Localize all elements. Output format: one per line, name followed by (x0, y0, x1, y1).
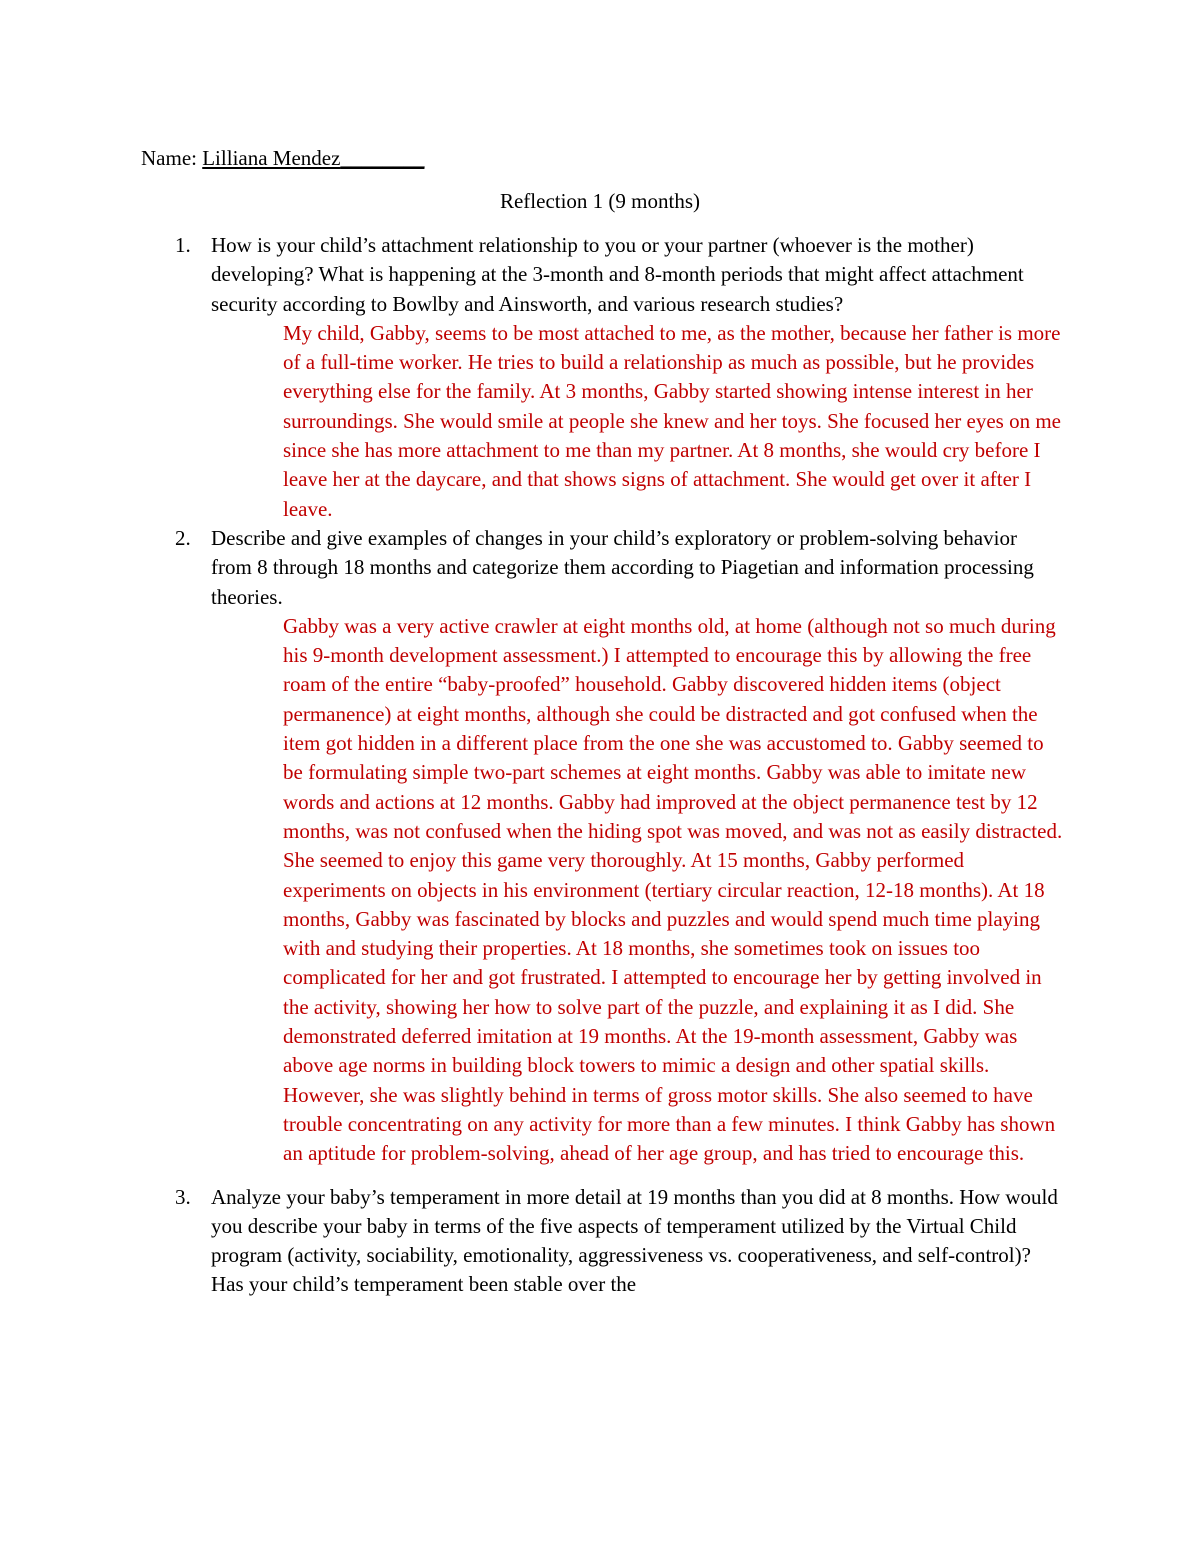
answer-2: Gabby was a very active crawler at eight months old, at home (although not so much during his 9-month development assessment.) I attempted to encourage this by allowing the free roam of the entire “baby-proofed” household. Gabby discovered hidden items (object permanence) at eight months, although she could be distracted and got confused when the item got hidden in a different place from the one she was accustomed to. Gabby seemed to be formulating simple two-part schemes at eight months. Gabby was able to imitate new words and actions at 12 months. Gabby had improved at the object permanence test by 12 months, was not confused when the hiding spot was moved, and was not as easily distracted. She seemed to enjoy this game very thoroughly. At 15 months, Gabby performed experiments on objects in his environment (tertiary circular reaction, 12-18 months). At 18 months, Gabby was fascinated by blocks and puzzles and would spend much time playing with and studying their properties. At 18 months, she sometimes took on issues too complicated for her and got frustrated. I attempted to encourage her by getting involved in the activity, showing her how to solve part of the puzzle, and explaining it as I did. She demonstrated deferred imitation at 19 months. At the 19-month assessment, Gabby was above age norms in building block towers to mimic a design and other spatial skills. However, she was slightly behind in terms of gross motor skills. She also seemed to have trouble concentrating on any activity for more than a few minutes. I think Gabby has shown an aptitude for problem-solving, ahead of her age group, and has tried to encourage this. (283, 613, 1063, 1166)
name-line (141, 144, 424, 172)
name-label: Name: (141, 146, 197, 170)
question-text: Describe and give examples of changes in your child’s exploratory or problem-solving behavior from 8 through 18 months and categorize them according to Piagetian and information processing theories. (211, 525, 1034, 609)
document-title: Reflection 1 (9 months) (499, 189, 701, 213)
question-2 (175, 524, 1061, 612)
answer-1: My child, Gabby, seems to be most attached to me, as the mother, because her father is more of a full-time worker. He tries to build a relationship as much as possible, but he provides everything else for the family. At 3 months, Gabby started showing intense interest in her surroundings. She would smile at people she knew and her toys. She focused her eyes on me since she has more attachment to me than my partner. At 8 months, she would cry before I leave her at the daycare, and that shows signs of attachment. She would get over it after I leave. (283, 320, 1062, 521)
question-number: 3. (175, 1184, 191, 1209)
spacer (0, 1169, 1200, 1183)
question-3 (175, 1183, 1061, 1300)
question-1 (175, 231, 1061, 319)
question-number: 2. (175, 525, 191, 550)
question-list (0, 231, 1200, 1300)
question-number: 1. (175, 233, 191, 257)
name-value: Lilliana Mendez________ (202, 146, 425, 170)
question-text: How is your child’s attachment relationship to you or your partner (whoever is the mother) developing? What is happening at the 3-month and 8-month periods that might affect attachment security according to Bowlby and Ainsworth, and various research studies? (211, 233, 1024, 316)
question-text: Analyze your baby’s temperament in more detail at 19 months than you did at 8 months. How would you describe your baby in terms of the five aspects of temperament utilized by the Virtual Child program (activity, sociability, emotionality, aggressiveness vs. cooperativeness, and self-control)? Has your child’s temperament been stable over the (211, 1184, 1058, 1297)
